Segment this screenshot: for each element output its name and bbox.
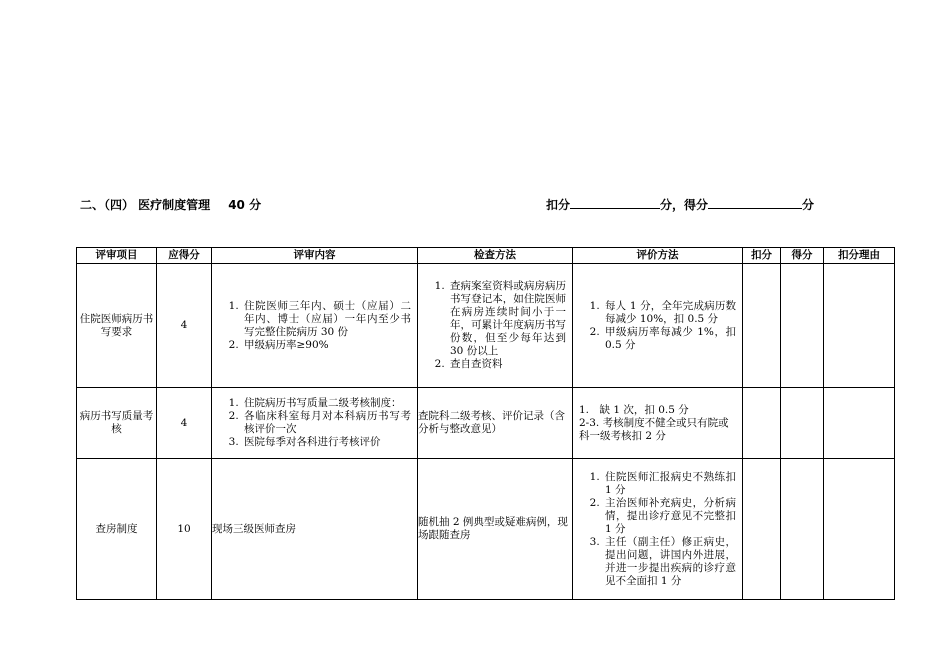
row-item: 病历书写质量考核	[77, 388, 157, 459]
earned-cell[interactable]	[781, 388, 824, 459]
col-header-earned: 得分	[781, 248, 824, 264]
list-item: 1. 每人 1 分，全年完成病历数每减少 10%，扣 0.5 分	[603, 300, 736, 326]
section-heading	[80, 196, 840, 216]
deduct-cell[interactable]	[743, 264, 781, 388]
reason-cell[interactable]	[824, 459, 895, 600]
row-score: 4	[157, 388, 212, 459]
evaluation-line: 1. 缺 1 次，扣 0.5 分	[579, 403, 689, 416]
col-header-evaluation: 评价方法	[573, 248, 743, 264]
col-header-score: 应得分	[157, 248, 212, 264]
row-evaluation	[573, 459, 743, 600]
section-points: 40 分	[228, 198, 262, 212]
list-item: 2. 主治医师补充病史，分析病情，提出诊疗意见不完整扣 1 分	[603, 497, 736, 536]
row-item: 住院医师病历书写要求	[77, 264, 157, 388]
row-content: 现场三级医师查房	[212, 459, 418, 600]
deduct-blank[interactable]	[570, 197, 660, 209]
row-content	[212, 388, 418, 459]
row-item: 查房制度	[77, 459, 157, 600]
row-content	[212, 264, 418, 388]
list-item: 3. 医院每季对各科进行考核评价	[242, 436, 411, 449]
score-blank[interactable]	[708, 197, 802, 209]
section-title: 二、（四） 医疗制度管理	[80, 198, 211, 212]
deduct-cell[interactable]	[743, 388, 781, 459]
col-header-method: 检查方法	[418, 248, 573, 264]
list-item: 2. 各临床科室每月对本科病历书写考核评价一次	[242, 410, 411, 436]
deduct-cell[interactable]	[743, 459, 781, 600]
evaluation-line: 2-3. 考核制度不健全或只有院或科一级考核扣 2 分	[579, 416, 729, 442]
deduct-label: 扣分	[546, 198, 571, 212]
reason-cell[interactable]	[824, 388, 895, 459]
earned-cell[interactable]	[781, 459, 824, 600]
list-item: 1. 住院医师三年内、硕士（应届）二年内、博士（应届）一年内至少书写完整住院病历 30 份	[242, 300, 411, 339]
score-label: 分，得分	[660, 198, 709, 212]
list-item: 2. 甲级病历率≥90%	[242, 339, 411, 352]
col-header-deduct: 扣分	[743, 248, 781, 264]
table-row	[77, 264, 895, 388]
col-header-item: 评审项目	[77, 248, 157, 264]
list-item: 2. 查自查资料	[448, 358, 566, 371]
row-score: 10	[157, 459, 212, 600]
row-method: 随机抽 2 例典型或疑难病例，现场跟随查房	[418, 459, 573, 600]
row-method: 查院科二级考核、评价记录（含分析与整改意见）	[418, 388, 573, 459]
row-evaluation	[573, 264, 743, 388]
row-method	[418, 264, 573, 388]
col-header-content: 评审内容	[212, 248, 418, 264]
evaluation-table	[76, 247, 895, 600]
score-unit: 分	[802, 198, 815, 212]
table-row	[77, 388, 895, 459]
row-score: 4	[157, 264, 212, 388]
list-item: 1. 查病案室资料或病房病历书写登记本，如住院医师在病房连续时间小于一年，可累计年度病历书写份数，但至少每年达到 30 份以上	[448, 280, 566, 358]
col-header-reason: 扣分理由	[824, 248, 895, 264]
list-item: 2. 甲级病历率每减少 1%，扣 0.5 分	[603, 326, 736, 352]
score-summary	[546, 196, 814, 213]
list-item: 1. 住院医师汇报病史不熟练扣 1 分	[603, 471, 736, 497]
earned-cell[interactable]	[781, 264, 824, 388]
row-evaluation	[573, 388, 743, 459]
reason-cell[interactable]	[824, 264, 895, 388]
table-row	[77, 459, 895, 600]
table-header-row	[77, 248, 895, 264]
list-item: 3. 主任（副主任）修正病史，提出问题，讲国内外进展，并进一步提出疾病的诊疗意见不全面扣 1 分	[603, 536, 736, 588]
list-item: 1. 住院病历书写质量二级考核制度：	[242, 397, 411, 410]
